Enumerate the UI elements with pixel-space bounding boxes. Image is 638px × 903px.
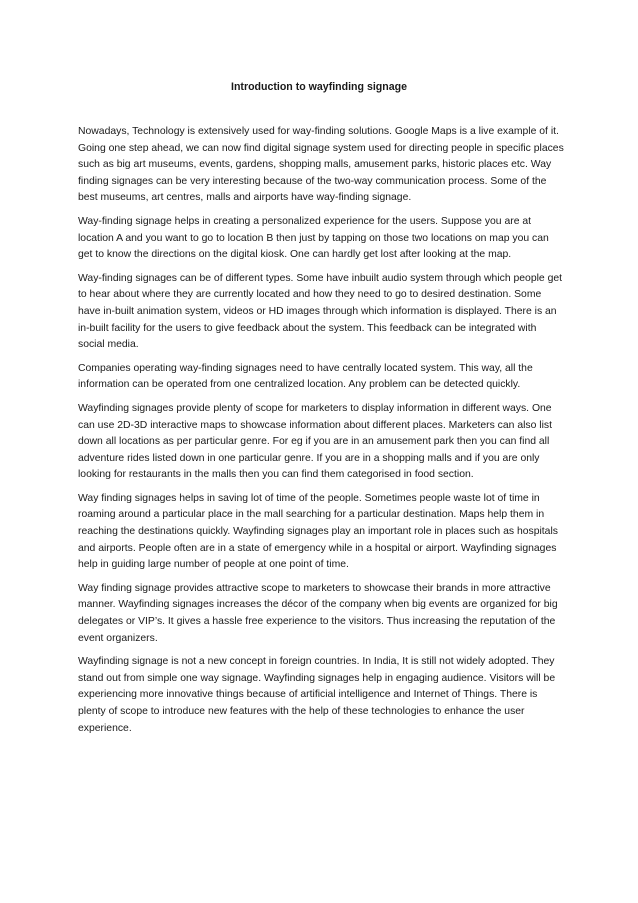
paragraph-6: Way finding signages helps in saving lot of time of the people. Sometimes people waste lot of time in roaming around a particular place in the mall searching for a particular destination. Maps help them in reaching the destinations quickly. Wayfinding signages play an important role in places such as hospitals and airports. People often are in a state of emergency while in a hospital or airport. Wayfinding signages help in guiding large number of people at one point of time. [78,492,558,571]
paragraph-1: Nowadays, Technology is extensively used for way-finding solutions. Google Maps is a live example of it. Going one step ahead, we can now find digital signage system used for directing people in specific places such as big art museums, events, gardens, shopping malls, amusement parks, historic places etc. Way finding signages can be very interesting because of the two-way communication process. Some of the best museums, art centres, malls and airports have way-finding signage. [78,126,564,204]
document-title [0,79,638,95]
title-keyword: wayfinding signage [308,81,407,93]
paragraph-3: Way-finding signages can be of different types. Some have inbuilt audio system through which people get to hear about where they are currently located and how they need to go to desired destination. Some have in-built animation system, videos or HD images through which information is displayed. There is an in-built facility for the users to give feedback about the system. This feedback can be integrated with social media. [78,272,563,351]
paragraph-7: Way finding signage provides attractive scope to marketers to showcase their brands in more attractive manner. Wayfinding signages increases the décor of the company when big events are organized for big delegates or VIP’s. It gives a hassle free experience to the visitors. Thus increasing the reputation of the event organizers. [78,582,558,644]
document-body [78,124,564,744]
paragraph-4: Companies operating way-finding signages need to have centrally located system. This way, all the information can be operated from one centralized location. Any problem can be detected quickly. [78,362,533,391]
paragraph-5: Wayfinding signages provide plenty of scope for marketers to display information in different ways. One can use 2D-3D interactive maps to showcase information about different places. Marketers can also list down all locations as per particular genre. For eg if you are in an amusement park then you can find all adventure rides listed down in one particular genre. If you are in a shopping malls and if you are only looking for restaurants in the malls then you can find them categorised in food section. [78,402,552,481]
paragraph-8: Wayfinding signage is not a new concept in foreign countries. In India, It is still not widely adopted. They stand out from simple one way signage. Wayfinding signages help in engaging audience. Visitors will be experiencing more innovative things because of artificial intelligence and Internet of Things. There is plenty of scope to introduce new features with the help of these technologies to enhance the user experience. [78,656,556,734]
title-prefix: Introduction to [231,81,309,93]
paragraph-2: Way-finding signage helps in creating a personalized experience for the users. Suppose you are at location A and you want to go to location B then just by tapping on those two locations on map you can get to know the directions on the digital kiosk. One can hardly get lost after looking at the map. [78,215,549,261]
